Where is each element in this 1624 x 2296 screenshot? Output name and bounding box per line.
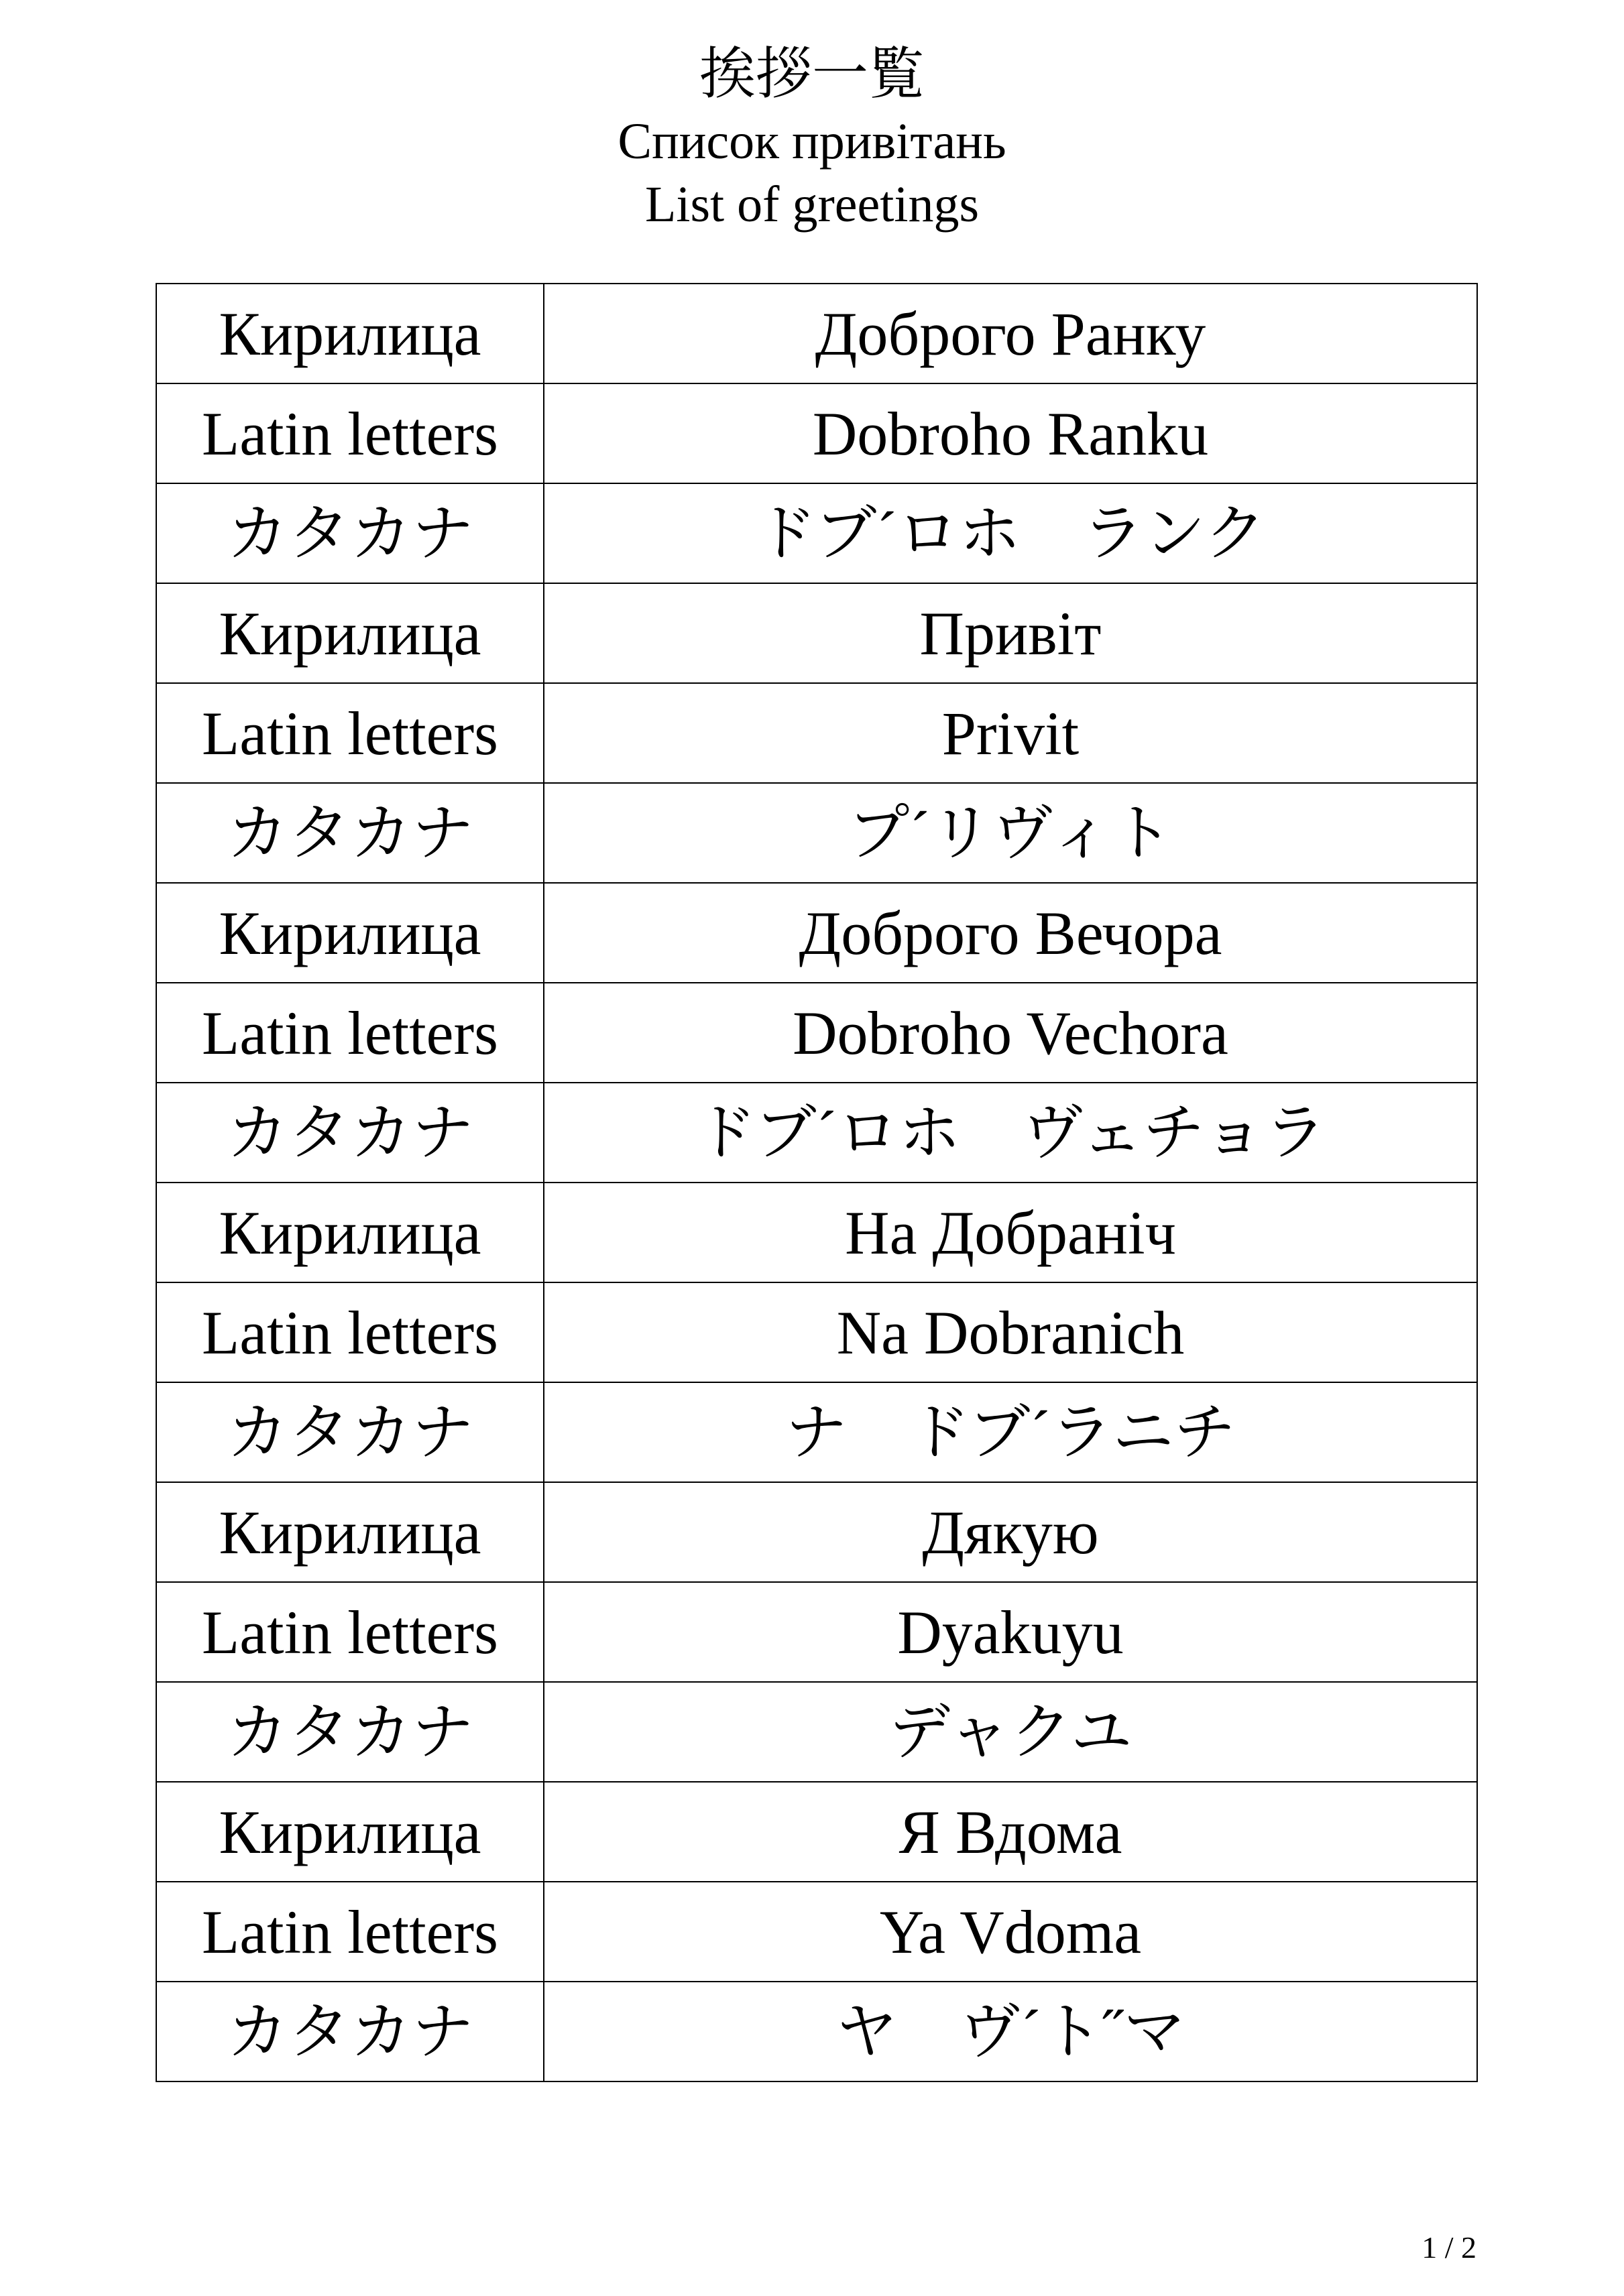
table-row [156,783,1477,883]
script-cell: Кирилица [156,1782,544,1882]
script-cell: Кирилица [156,883,544,983]
greeting-cell: ドブ´ロホ ランク [544,483,1477,583]
greeting-cell: Я Вдома [544,1782,1477,1882]
table-row [156,1083,1477,1183]
table-row [156,1282,1477,1382]
script-cell: Latin letters [156,383,544,483]
greeting-cell: Dyakuyu [544,1582,1477,1682]
greeting-cell: ドブ´ロホ ヴェチョラ [544,1083,1477,1183]
script-cell: Кирилица [156,1183,544,1282]
greeting-cell: На Добраніч [544,1183,1477,1282]
script-cell: Latin letters [156,683,544,783]
script-cell: Latin letters [156,1582,544,1682]
script-cell: カタカナ [156,1083,544,1183]
table-row [156,383,1477,483]
title-ukrainian: Список привітань [618,113,1006,170]
script-cell: カタカナ [156,1982,544,2081]
greeting-cell: ナ ドブ´ラニチ [544,1382,1477,1482]
script-cell: Latin letters [156,1882,544,1982]
script-cell: カタカナ [156,1682,544,1782]
greeting-cell: Dobroho Ranku [544,383,1477,483]
document-title-block [0,40,1624,236]
greeting-cell: Привіт [544,583,1477,683]
script-cell: Кирилица [156,284,544,383]
greetings-table [156,283,1478,2082]
table-row [156,1982,1477,2081]
table-row [156,1582,1477,1682]
table-row [156,1782,1477,1882]
table-row [156,583,1477,683]
table-row [156,1682,1477,1782]
table-row [156,683,1477,783]
page-number: 1 / 2 [1422,2230,1476,2264]
table-row [156,483,1477,583]
greeting-cell: Dobroho Vechora [544,983,1477,1083]
table-row [156,1183,1477,1282]
greeting-cell: ヤ ヴ´ト˝マ [544,1982,1477,2081]
script-cell: Кирилица [156,1482,544,1582]
table-row [156,284,1477,383]
greeting-cell: Privit [544,683,1477,783]
table-row [156,1882,1477,1982]
greeting-cell: プ´リヴィト [544,783,1477,883]
greeting-cell: Ya Vdoma [544,1882,1477,1982]
greeting-cell: デャクユ [544,1682,1477,1782]
table-row [156,1482,1477,1582]
greeting-cell: Доброго Вечора [544,883,1477,983]
table-row [156,883,1477,983]
table-row [156,983,1477,1083]
title-english: List of greetings [644,176,980,233]
greeting-cell: Na Dobranich [544,1282,1477,1382]
title-japanese: 挨拶一覧 [699,44,925,106]
script-cell: Latin letters [156,983,544,1083]
script-cell: Кирилица [156,583,544,683]
script-cell: カタカナ [156,483,544,583]
greeting-cell: Доброго Ранку [544,284,1477,383]
script-cell: カタカナ [156,783,544,883]
script-cell: Latin letters [156,1282,544,1382]
greeting-cell: Дякую [544,1482,1477,1582]
script-cell: カタカナ [156,1382,544,1482]
table-row [156,1382,1477,1482]
